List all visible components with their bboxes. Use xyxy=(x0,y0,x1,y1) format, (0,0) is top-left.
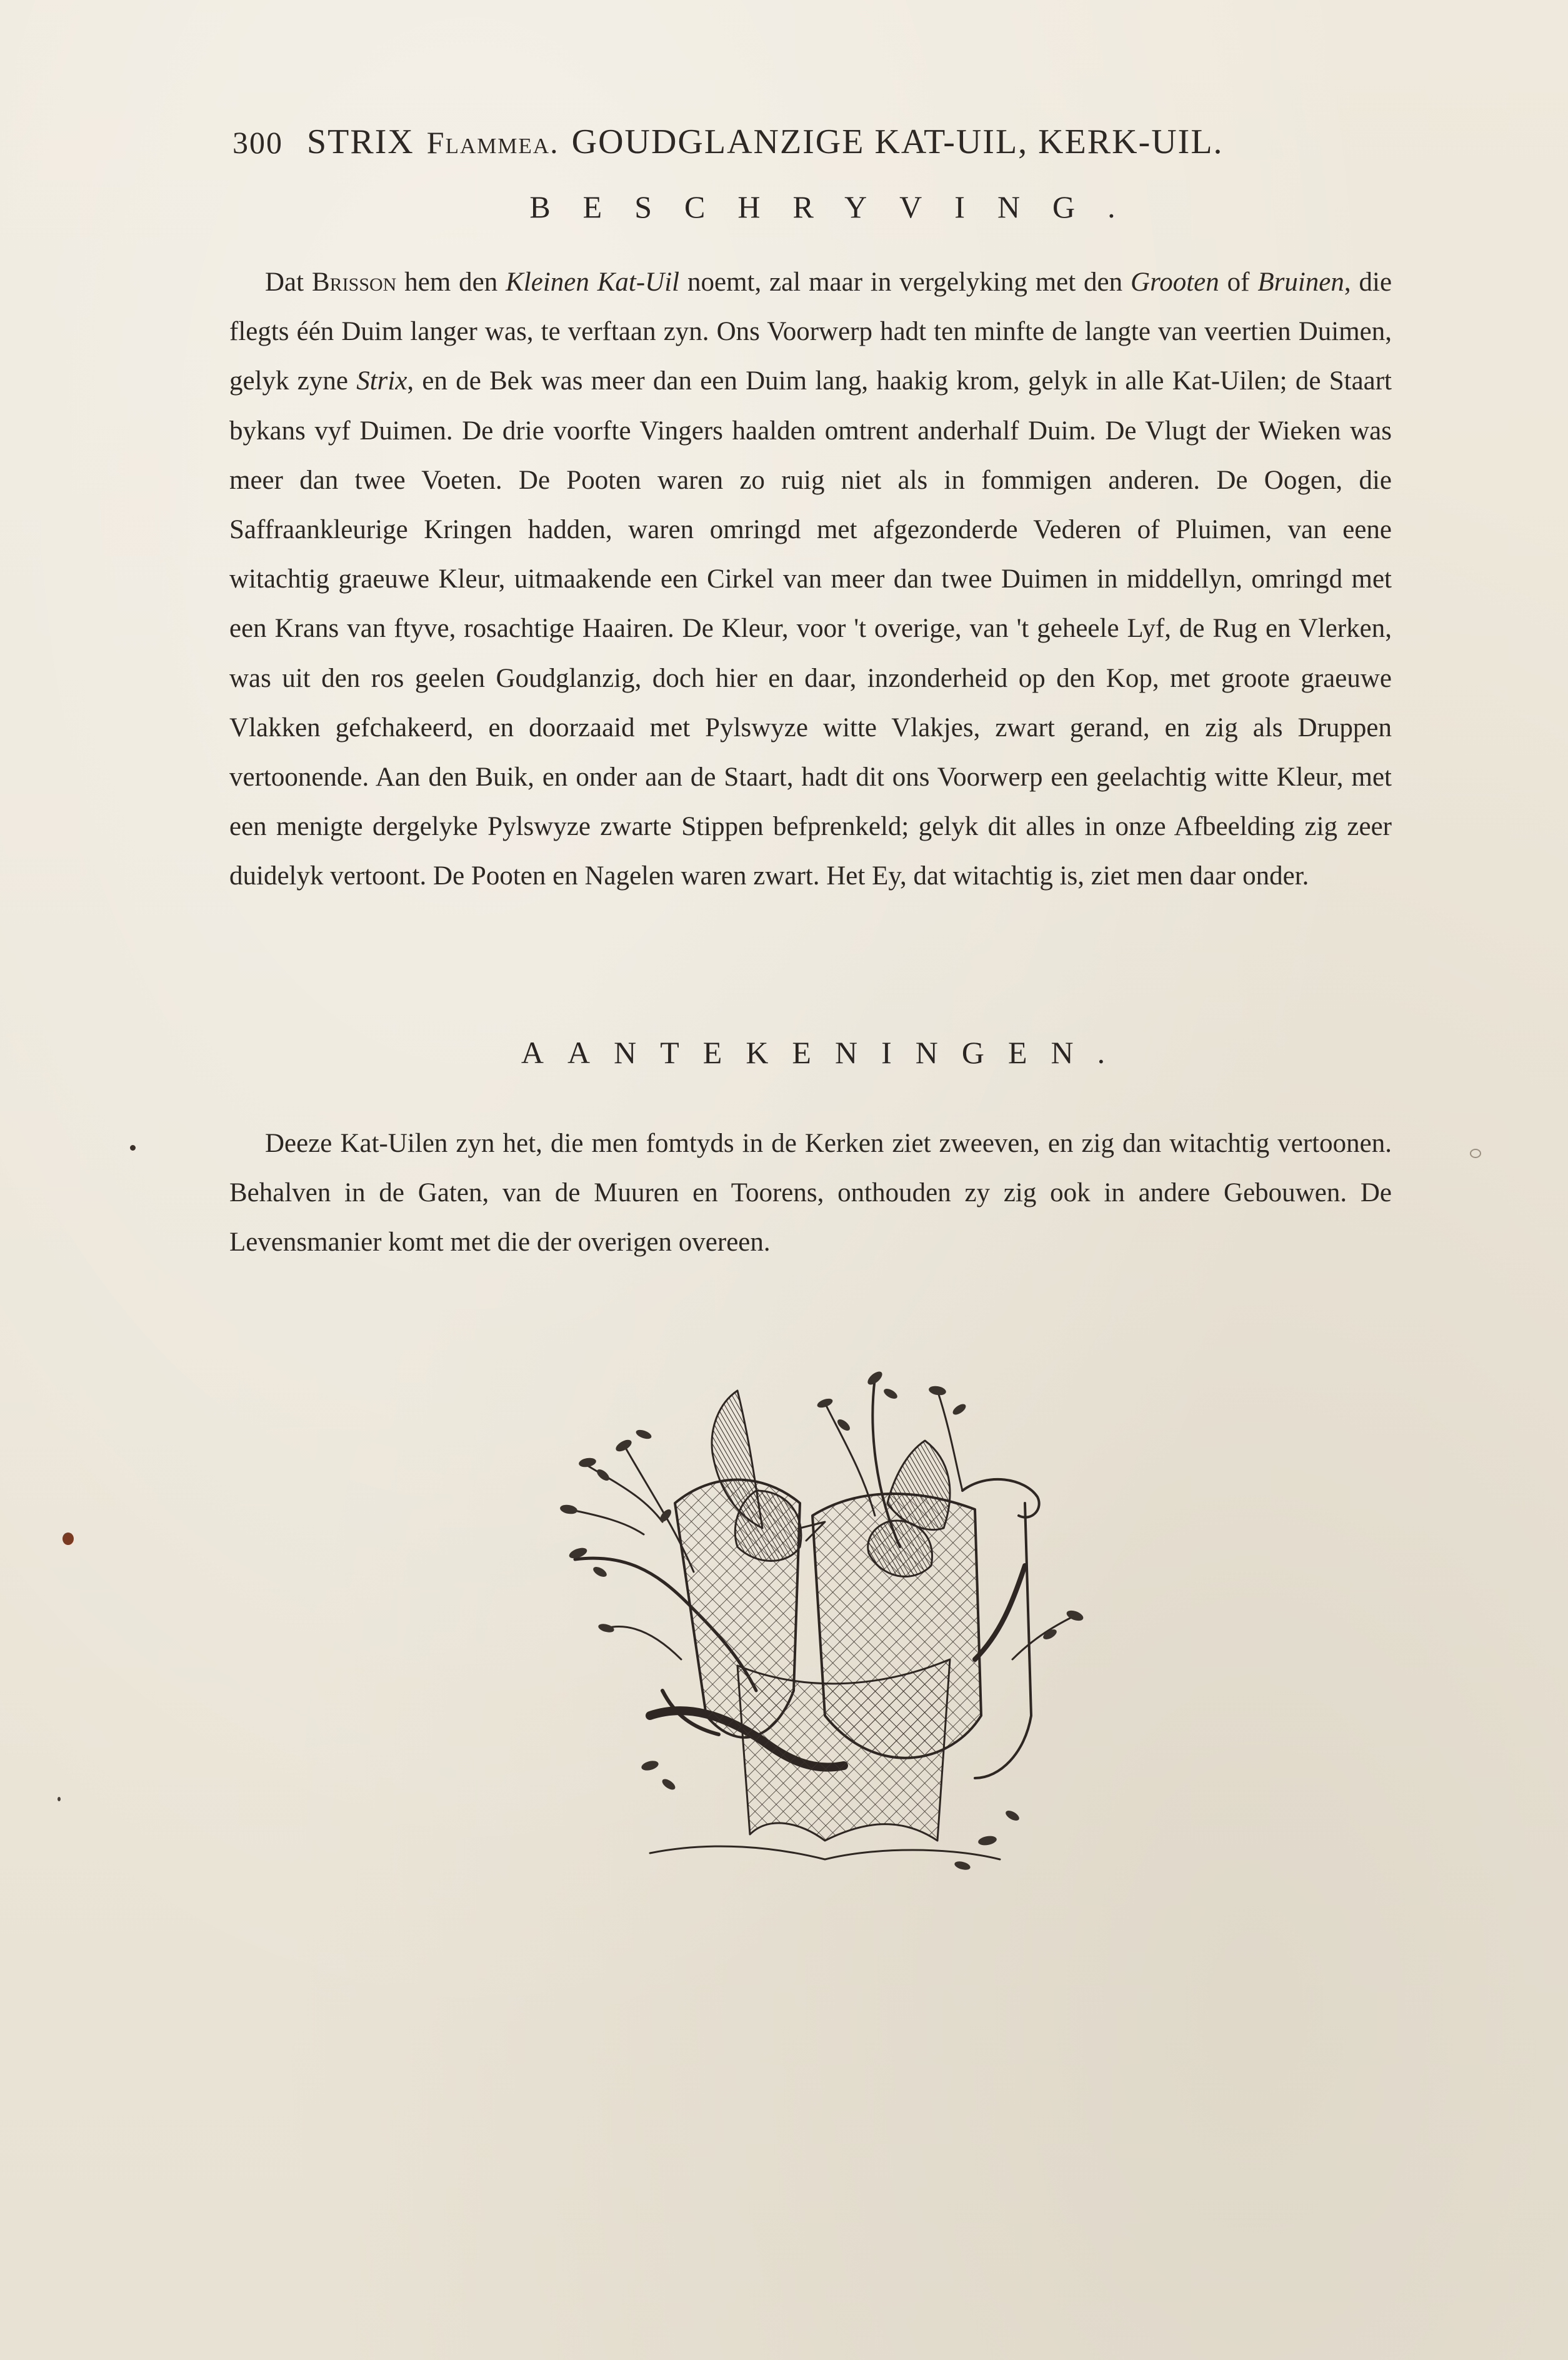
genus-name: STRIX xyxy=(307,122,414,161)
section-heading-beschryving: BESCHRYVING. xyxy=(529,189,1148,224)
description-paragraph: Dat Brisson hem den Kleinen Kat-Uil noemt, zal maar in vergelyking met den Grooten of Bruinen, die flegts één Duim langer was, te verftaan zyn. Ons Voorwerp hadt ten minfte de langte van veertien Duimen, gelyk zyne Strix, en de Bek was meer dan een Duim lang, haakig krom, gelyk in alle Kat-Uilen; de Staart bykans vyf Duimen. De drie voorfte Vingers haalden omtrent anderhalf Duim. De Vlugt der Wieken was meer dan twee Voeten. De Pooten waren zo ruig niet als in fommigen anderen. De Oogen, die Saffraankleurige Kringen hadden, waren omringd met afgezonderde Vederen of Pluimen, van eene witachtig graeuwe Kleur, uitmaakende een Cirkel van meer dan twee Duimen in middellyn, omringd met een Krans van ftyve, rosachtige Haairen. De Kleur, voor 't overige, van 't geheele Lyf, de Rug en Vlerken, was uit den ros geelen Goudglanzig, doch hier en daar, inzonderheid op den Kop, met groote graeuwe Vlakken gefchakeerd, en doorzaaid met Pylswyze witte Vlakjes, zwart gerand, en zig als Druppen vertoonende. Aan den Buik, en onder aan de Staart, hadt dit ons Voorwerp een geelachtig witte Kleur, met een menigte dergelyke Pylswyze zwarte Stippen befprenkeld; gelyk dit alles in onze Afbeelding zig zeer duidelyk vertoont. De Pooten en Nagelen waren zwart. Het Ey, dat witachtig is, ziet men daar onder. xyxy=(229,268,1392,891)
section-heading-aantekeningen: AANTEKENINGEN. xyxy=(521,1035,1129,1070)
running-head xyxy=(232,122,1395,172)
notes-paragraph: Deeze Kat-Uilen zyn het, die men fomtyds in de Kerken ziet zweeven, en zig dan witachtig vertoonen. Behalven in de Gaten, van de Muuren en Toorens, onthouden zy zig ook in andere Gebouwen. De Levensmanier komt met die der overigen overeen. xyxy=(229,1129,1392,1258)
engraved-vignette-birds-nets-icon xyxy=(550,1366,1106,1891)
ink-dot xyxy=(57,1797,61,1801)
page-number: 300 xyxy=(232,125,283,160)
author-name: Brisson xyxy=(311,268,397,297)
ink-dot xyxy=(130,1145,136,1151)
common-names: GOUDGLANZIGE KAT-UIL, KERK-UIL. xyxy=(571,122,1224,161)
paper-blemish xyxy=(1470,1149,1481,1158)
species-name: Flammea. xyxy=(426,125,559,160)
foxing-spot xyxy=(62,1532,74,1545)
